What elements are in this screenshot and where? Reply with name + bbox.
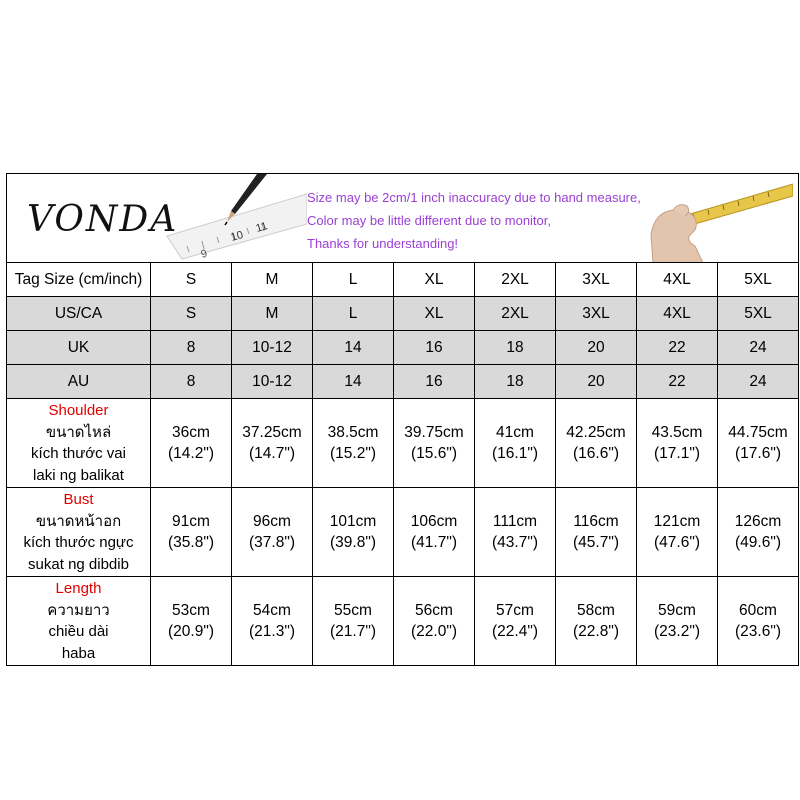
table-cell: 24 (718, 365, 799, 399)
ruler-number-10: 10 (229, 228, 245, 244)
measure-cell: 101cm (39.8") (313, 488, 394, 577)
measure-translation: kích thước ngực (23, 534, 134, 551)
notice-line-3: Thanks for understanding! (307, 236, 459, 251)
table-row-bust (7, 488, 799, 577)
table-cell: 10-12 (232, 331, 313, 365)
row-label: AU (7, 365, 151, 399)
header-size-l: L (313, 263, 394, 297)
banner (6, 173, 799, 262)
header-size-s: S (151, 263, 232, 297)
ruler-pencil-illustration (147, 174, 307, 262)
measure-label-length (7, 577, 151, 666)
header-row (7, 263, 799, 297)
table-cell: 18 (475, 365, 556, 399)
measure-translation: haba (61, 644, 96, 662)
measure-translation: sukat ng dibdib (28, 555, 129, 573)
table-cell: 18 (475, 331, 556, 365)
ruler-number-9: 9 (199, 247, 209, 261)
measure-cell: 60cm (23.6") (718, 577, 799, 666)
measure-cell: 54cm (21.3") (232, 577, 313, 666)
table-cell: 20 (556, 365, 637, 399)
hand-measuring-tape-illustration (633, 174, 793, 262)
table-row-au (7, 365, 799, 399)
measure-cell: 37.25cm (14.7") (232, 399, 313, 488)
measure-title: Bust (63, 491, 94, 508)
table-cell: 14 (313, 331, 394, 365)
measure-cell: 53cm (20.9") (151, 577, 232, 666)
table-row-length (7, 577, 799, 666)
measure-cell: 44.75cm (17.6") (718, 399, 799, 488)
table-cell: 22 (637, 331, 718, 365)
row-label: UK (7, 331, 151, 365)
size-table (6, 262, 799, 666)
measure-cell: 39.75cm (15.6") (394, 399, 475, 488)
table-cell: 3XL (556, 297, 637, 331)
table-cell: 5XL (718, 297, 799, 331)
table-cell: 20 (556, 331, 637, 365)
measure-translation: chiều dài (48, 623, 109, 640)
header-size-4xl: 4XL (637, 263, 718, 297)
measure-cell: 121cm (47.6") (637, 488, 718, 577)
table-cell: 4XL (637, 297, 718, 331)
table-cell: S (151, 297, 232, 331)
table-cell: 14 (313, 365, 394, 399)
measure-cell: 57cm (22.4") (475, 577, 556, 666)
table-cell: 22 (637, 365, 718, 399)
measure-title: Length (55, 580, 102, 597)
measure-cell: 42.25cm (16.6") (556, 399, 637, 488)
table-row-uk (7, 331, 799, 365)
table-cell: 16 (394, 331, 475, 365)
header-size-5xl: 5XL (718, 263, 799, 297)
table-cell: 16 (394, 365, 475, 399)
measure-cell: 36cm (14.2") (151, 399, 232, 488)
notice-line-2: Color may be little different due to monitor, (307, 213, 551, 228)
header-size-xl: XL (394, 263, 475, 297)
measure-label-bust (7, 488, 151, 577)
measure-title: Shoulder (48, 402, 109, 419)
measure-translation: ขนาดหน้าอก (35, 512, 122, 530)
measure-cell: 111cm (43.7") (475, 488, 556, 577)
measure-translation: ขนาดไหล่ (45, 423, 112, 441)
ruler-number-11: 11 (254, 220, 269, 235)
table-cell: 2XL (475, 297, 556, 331)
measure-cell: 58cm (22.8") (556, 577, 637, 666)
table-cell: 24 (718, 331, 799, 365)
measure-cell: 106cm (41.7") (394, 488, 475, 577)
measure-cell: 116cm (45.7") (556, 488, 637, 577)
header-label: Tag Size (cm/inch) (7, 263, 151, 297)
measure-cell: 41cm (16.1") (475, 399, 556, 488)
header-size-3xl: 3XL (556, 263, 637, 297)
measure-cell: 96cm (37.8") (232, 488, 313, 577)
table-row-shoulder (7, 399, 799, 488)
measure-cell: 55cm (21.7") (313, 577, 394, 666)
measure-cell: 56cm (22.0") (394, 577, 475, 666)
notice-text (307, 186, 641, 255)
table-cell: M (232, 297, 313, 331)
table-cell: 8 (151, 331, 232, 365)
measure-cell: 38.5cm (15.2") (313, 399, 394, 488)
table-cell: L (313, 297, 394, 331)
brand-logo: VONDA (27, 199, 179, 240)
measure-translation: ความยาว (47, 601, 110, 619)
measure-label-shoulder (7, 399, 151, 488)
header-size-2xl: 2XL (475, 263, 556, 297)
measure-cell: 43.5cm (17.1") (637, 399, 718, 488)
measure-translation: laki ng balikat (33, 466, 124, 484)
size-chart (6, 173, 799, 666)
notice-line-1: Size may be 2cm/1 inch inaccuracy due to hand measure, (307, 190, 641, 205)
table-cell: 8 (151, 365, 232, 399)
table-cell: XL (394, 297, 475, 331)
measure-cell: 59cm (23.2") (637, 577, 718, 666)
table-cell: 10-12 (232, 365, 313, 399)
row-label: US/CA (7, 297, 151, 331)
measure-cell: 91cm (35.8") (151, 488, 232, 577)
measure-cell: 126cm (49.6") (718, 488, 799, 577)
table-row-us-ca (7, 297, 799, 331)
header-size-m: M (232, 263, 313, 297)
measure-translation: kích thước vai (31, 445, 126, 462)
